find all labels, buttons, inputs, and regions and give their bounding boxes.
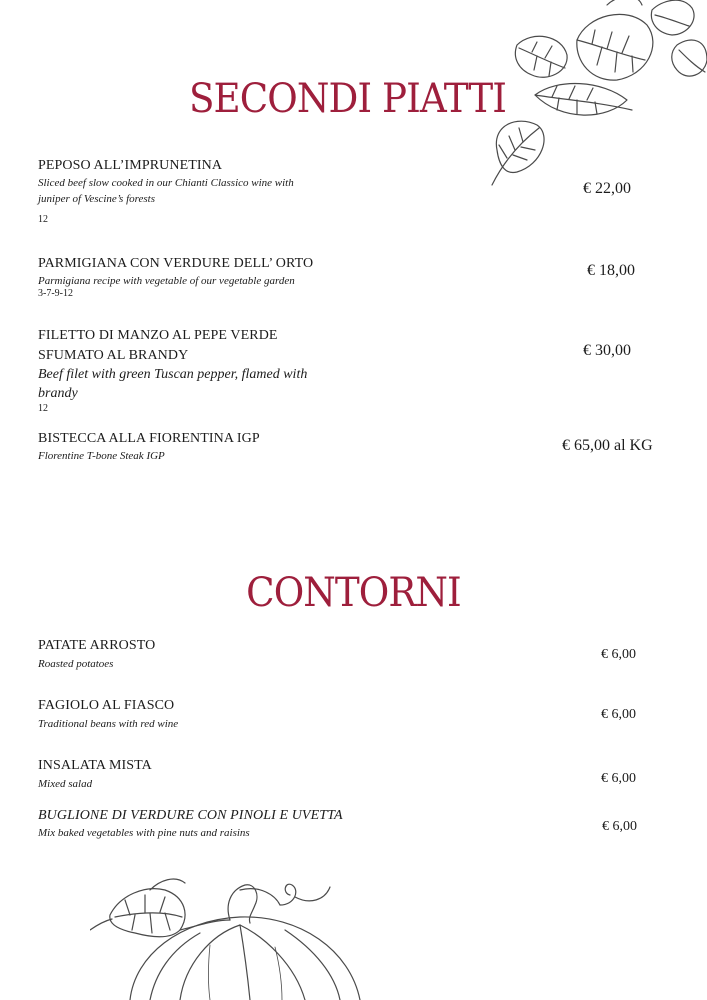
dish-name: BUGLIONE DI VERDURE CON PINOLI E UVETTA [38, 808, 343, 823]
dish-description: Florentine T-bone Steak IGP [38, 450, 165, 462]
section-title-secondi: SECONDI PIATTI [188, 76, 507, 122]
dish-price: € 6,00 [601, 647, 636, 662]
dish-price: € 65,00 al KG [562, 437, 653, 454]
dish-description: Roasted potatoes [38, 658, 114, 670]
dish-name: FILETTO DI MANZO AL PEPE VERDE [38, 328, 278, 343]
dish-name: BISTECCA ALLA FIORENTINA IGP [38, 431, 260, 446]
dish-description: Mixed salad [38, 778, 93, 790]
dish-price: € 22,00 [583, 180, 631, 197]
dish-description: brandy [38, 386, 78, 401]
dish-name: INSALATA MISTA [38, 758, 152, 773]
dish-name: PATATE ARROSTO [38, 638, 156, 653]
dish-description: Beef filet with green Tuscan pepper, flamed with [38, 367, 308, 382]
dish-description: juniper of Vescine’s forests [38, 193, 156, 205]
dish-allergens: 3-7-9-12 [38, 288, 73, 299]
dish-name: SFUMATO AL BRANDY [38, 348, 189, 363]
dish-price: € 30,00 [583, 342, 631, 359]
dish-price: € 6,00 [601, 707, 636, 722]
dish-description: Mix baked vegetables with pine nuts and raisins [38, 827, 250, 839]
dish-allergens: 12 [38, 403, 48, 414]
dish-description: Parmigiana recipe with vegetable of our vegetable garden [38, 275, 295, 287]
dish-allergens: 12 [38, 214, 48, 225]
dish-description: Traditional beans with red wine [38, 718, 179, 730]
section-title-contorni: CONTORNI [246, 570, 461, 616]
dish-description: Sliced beef slow cooked in our Chianti Classico wine with [38, 177, 294, 189]
dish-name: FAGIOLO AL FIASCO [38, 698, 175, 713]
dish-price: € 6,00 [601, 771, 636, 786]
dish-name: PEPOSO ALL’IMPRUNETINA [38, 158, 223, 173]
dish-price: € 18,00 [587, 262, 635, 279]
dish-name: PARMIGIANA CON VERDURE DELL’ ORTO [38, 256, 314, 271]
dish-price: € 6,00 [602, 819, 637, 834]
pumpkin-illustration-icon [90, 875, 390, 1000]
